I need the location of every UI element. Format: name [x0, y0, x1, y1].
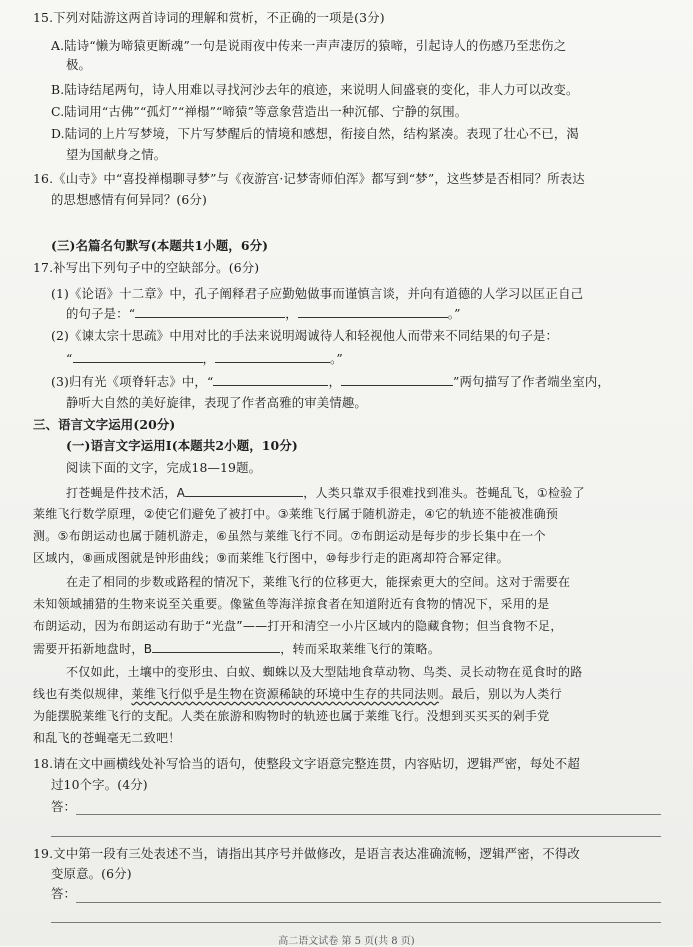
q16-line-2: 的思想感情有何异同？(6分)	[51, 192, 207, 207]
q15-option-b: B.陆诗结尾两句，诗人用难以寻找河沙去年的痕迹，来说明人间盛衰的变化，非人力可以改变。	[51, 82, 579, 97]
q17-3-mid: ，	[328, 374, 341, 389]
section-3-title: (三)名篇名句默写(本题共1小题，6分)	[51, 238, 269, 253]
passage-line-7: 布朗运动，因为布朗运动有助于“光盘”——打开和清空一小片区域内的隐藏食物；但当食物不足，	[33, 619, 563, 633]
part-3-title: 三、语言文字运用(20分)	[33, 417, 176, 432]
q16-line-1: 16.《山寺》中“喜投禅榻聊寻梦”与《夜游宫·记梦寄师伯浑》都写到“梦”，这些梦是否相同？所表达	[33, 171, 585, 186]
q17-item-2-blanks	[66, 350, 343, 367]
passage-line-4: 区域内，⑧画成图就是钟形曲线；⑨而莱维飞行图中，⑩每步行走的距离却符合幂定律。	[33, 551, 509, 565]
passage-line-12: 和乱飞的苍蝇毫无二致吧！	[33, 731, 181, 745]
passage-line-10	[33, 686, 562, 702]
q18-line-1: 18.请在文中画横线处补写恰当的语句，使整段文字语意完整连贯，内容贴切，逻辑严密，每处不超	[33, 756, 580, 771]
q17-2-mid: ，	[202, 351, 216, 366]
q17-2-pre: “	[66, 351, 73, 366]
q17-2-end: 。”	[330, 351, 343, 366]
q19-answer-label: 答：	[51, 886, 77, 901]
q17-3-blank-b[interactable]	[341, 373, 453, 386]
q18-answer-label: 答：	[51, 799, 77, 814]
q17-1-pre: 的句子是：“	[66, 306, 136, 321]
q17-1-mid: ，	[285, 306, 298, 321]
q15-option-a-cont: 极。	[66, 57, 92, 72]
passage-p1-post: ，人类只靠双手很难找到准头。苍蝇乱飞，①检验了	[303, 486, 585, 500]
q17-3-end: ”两句描写了作者端坐室内，	[452, 374, 610, 389]
q15-option-c: C.陆词用“古佛”“孤灯”“禅榻”“啼猿”等意象营造出一种沉郁、宁静的氛围。	[51, 104, 468, 119]
passage-line-5: 在走了相同的步数或路程的情况下，莱维飞行的位移更大，能探索更大的空间。这对于需要在	[66, 575, 571, 589]
q19-line-1: 19.文中第一段有三处表述不当，请指出其序号并做修改，是语言表达准确流畅，逻辑严密，不得改	[33, 846, 580, 861]
passage-p3-post: 。最后，别以为人类行	[438, 687, 562, 701]
q18-line-2: 过10个字。(4分)	[51, 777, 148, 792]
passage-wavy-underline: 莱维飞行似乎是生物在资源稀缺的环境中生存的共同法则	[131, 687, 439, 701]
page-footer: 高二语文试卷 第 5 页(共 8 页)	[278, 936, 415, 947]
passage-line-3: 测。⑤布朗运动也属于随机游走，⑥虽然与莱维飞行不同。⑦布朗运动是每步的步长集中在一个	[33, 529, 546, 543]
q17-item-1: (1)《论语》十二章》中，孔子阐释君子应勤勉做事而谨慎言谈，并向有道德的人学习以匡正自己	[51, 286, 584, 301]
passage-p2-post: ，转而采取莱维飞行的策略。	[280, 642, 441, 656]
q17-item-3	[51, 373, 610, 390]
q18-answer-line-2[interactable]	[51, 836, 661, 837]
passage-line-1	[66, 484, 585, 501]
q19-answer-line-2[interactable]	[51, 922, 661, 923]
q17-3-pre: (3)归有光《项脊轩志》中，“	[51, 374, 214, 389]
part-3-subtitle: (一)语言文字运用Ⅰ(本题共2小题，10分)	[66, 438, 298, 453]
passage-line-8	[33, 640, 440, 657]
q17-1-blank-b[interactable]	[298, 305, 448, 318]
q19-line-2: 变原意。(6分)	[51, 866, 132, 881]
q15-option-d-cont: 望为国献身之情。	[66, 147, 167, 162]
q15-stem: 15.下列对陆游这两首诗词的理解和赏析，不正确的一项是(3分)	[33, 10, 385, 25]
passage-blank-b[interactable]	[152, 640, 280, 653]
q15-option-d: D.陆词的上片写梦境，下片写梦醒后的情境和感想，衔接自然，结构紧凑。表现了壮心不已，渴	[51, 126, 579, 141]
passage-p1-pre: 打苍蝇是件技术活，A	[66, 486, 186, 500]
q15-option-a: A.陆诗“懒为啼猿更断魂”一句是说雨夜中传来一声声凄厉的猿啼，引起诗人的伤感乃至悲伤之	[51, 38, 567, 53]
q17-3-blank-a[interactable]	[213, 373, 328, 386]
q17-1-end: 。”	[447, 306, 461, 321]
q17-item-2: (2)《谏太宗十思疏》中用对比的手法来说明竭诚待人和轻视他人而带来不同结果的句子是：	[51, 328, 559, 343]
q19-answer-line-1[interactable]	[76, 902, 661, 903]
passage-p3-pre: 线也有类似规律，	[33, 687, 132, 701]
passage-line-2: 莱维飞行数学原理，②使它们避免了被打中。③莱维飞行属于随机游走，④它的轨迹不能被准确预	[33, 507, 559, 521]
passage-line-6: 未知领域捕猎的生物来说至关重要。像鲨鱼等海洋掠食者在知道附近有食物的情况下，采用的是	[33, 597, 550, 611]
q17-item-3-cont: 静听大自然的美好旋律，表现了作者高雅的审美情趣。	[66, 395, 367, 410]
q17-2-blank-a[interactable]	[73, 350, 203, 363]
q17-item-1-blanks	[66, 305, 461, 322]
reading-instruction: 阅读下面的文字，完成18—19题。	[66, 460, 262, 475]
q17-1-blank-a[interactable]	[135, 305, 285, 318]
q17-2-blank-b[interactable]	[215, 350, 330, 363]
passage-line-9: 不仅如此，土壤中的变形虫、白蚁、蜘蛛以及大型陆地食草动物、鸟类、灵长动物在觅食时的路	[66, 665, 583, 679]
q18-answer-line-1[interactable]	[76, 814, 661, 815]
passage-p2-pre: 需要开拓新地盘时，B	[33, 642, 153, 656]
q17-stem: 17.补写出下列句子中的空缺部分。(6分)	[33, 260, 260, 275]
passage-line-11: 为能摆脱莱维飞行的支配。人类在旅游和购物时的轨迹也属于莱维飞行。没想到买买买的剁手党	[33, 709, 550, 723]
passage-blank-a[interactable]	[185, 484, 303, 497]
